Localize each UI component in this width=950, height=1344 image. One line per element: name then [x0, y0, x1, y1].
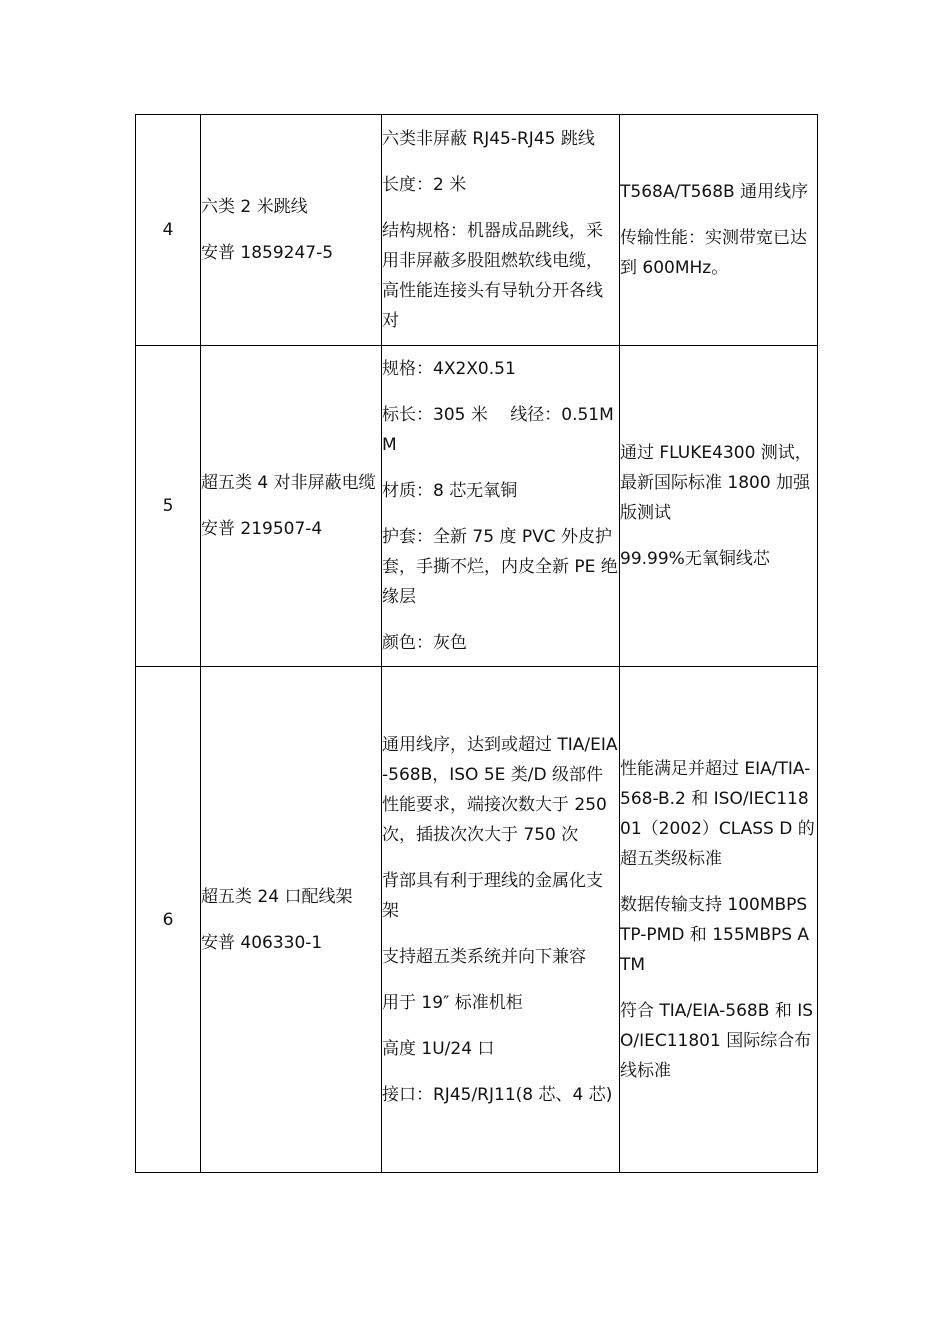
note-line: 性能满足并超过 EIA/TIA-568-B.2 和 ISO/IEC11801（2002）CLASS D 的超五类级标准 — [620, 758, 815, 869]
description-line: 六类非屏蔽 RJ45-RJ45 跳线 — [382, 129, 595, 149]
note-line: 99.99%无氧铜线芯 — [620, 549, 770, 569]
description-line: 结构规格：机器成品跳线，采用非屏蔽多股阻燃软线电缆，高性能连接头有导轨分开各线对 — [382, 221, 603, 331]
item-model: 安普 1859247-5 — [201, 243, 334, 263]
description-line: 背部具有利于理线的金属化支架 — [382, 870, 603, 921]
item-name-cell — [201, 346, 382, 667]
description-line: 标长：305 米 线径：0.51MM — [382, 405, 614, 455]
table-row — [136, 115, 818, 346]
description-line: 通用线序，达到或超过 TIA/EIA-568B，ISO 5E 类/D 级部件性能要求，端接次数大于 250 次，插拔次次大于 750 次 — [382, 734, 618, 845]
description-line: 高度 1U/24 口 — [382, 1038, 495, 1059]
table-row — [136, 346, 818, 667]
table-row — [136, 667, 818, 1173]
spec-table — [135, 114, 818, 1173]
description-line: 长度：2 米 — [382, 175, 467, 195]
description-line: 用于 19″ 标准机柜 — [382, 992, 523, 1013]
description-line: 颜色：灰色 — [382, 633, 467, 653]
item-model: 安普 219507-4 — [201, 519, 323, 539]
description-line: 规格：4X2X0.51 — [382, 359, 516, 379]
item-name: 超五类 24 口配线架 — [201, 886, 353, 907]
description-line: 护套：全新 75 度 PVC 外皮护套，手撕不烂，内皮全新 PE 绝缘层 — [382, 527, 618, 607]
item-name: 超五类 4 对非屏蔽电缆 — [201, 473, 376, 493]
item-name-cell — [201, 115, 382, 346]
description-line: 材质：8 芯无氧铜 — [382, 481, 518, 501]
note-line: T568A/T568B 通用线序 — [620, 182, 809, 202]
item-notes-cell — [620, 115, 818, 346]
item-name: 六类 2 米跳线 — [201, 197, 308, 217]
item-notes-cell — [620, 667, 818, 1173]
item-name-cell — [201, 667, 382, 1173]
item-number: 5 — [136, 346, 201, 667]
item-notes-cell — [620, 346, 818, 667]
item-number: 6 — [136, 667, 201, 1173]
description-line: 支持超五类系统并向下兼容 — [382, 946, 586, 967]
item-description-cell — [382, 667, 620, 1173]
note-line: 通过 FLUKE4300 测试，最新国际标准 1800 加强版测试 — [620, 443, 812, 523]
item-description-cell — [382, 115, 620, 346]
item-description-cell — [382, 346, 620, 667]
note-line: 符合 TIA/EIA-568B 和 ISO/IEC11801 国际综合布线标准 — [620, 1000, 814, 1081]
item-model: 安普 406330-1 — [201, 932, 323, 953]
description-line: 接口：RJ45/RJ11(8 芯、4 芯) — [382, 1084, 613, 1105]
note-line: 传输性能：实测带宽已达到 600MHz。 — [620, 228, 807, 278]
item-number: 4 — [136, 115, 201, 346]
note-line: 数据传输支持 100MBPS TP-PMD 和 155MBPS ATM — [620, 894, 810, 975]
